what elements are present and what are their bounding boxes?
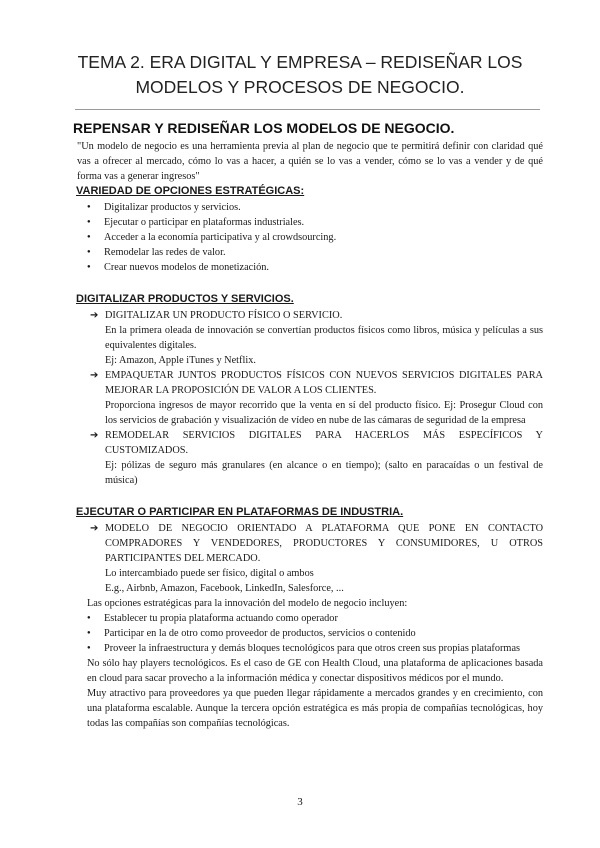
section-heading-repensar: REPENSAR Y REDISEÑAR LOS MODELOS DE NEGOCIO.: [73, 120, 455, 136]
arrow-right-icon: ➔: [90, 310, 99, 321]
list-item: ● Ejecutar o participar en plataformas industriales.: [73, 215, 543, 230]
title-line-2: MODELOS Y PROCESOS DE NEGOCIO.: [135, 77, 465, 97]
arrow-item: [73, 368, 543, 398]
arrow-item-text: Lo intercambiado puede ser físico, digital o ambos: [105, 568, 314, 579]
definition-quote: "Un modelo de negocio es una herramienta previa al plan de negocio que te permitirá definir con claridad qué vas a ofrecer al mercado, cómo lo vas a hacer, a quién se lo vas a vender, cómo se lo vas a vender y de qué forma vas a generar ingresos": [77, 141, 543, 182]
subheading-opciones: VARIEDAD DE OPCIONES ESTRATÉGICAS:: [76, 185, 305, 197]
list-item: ● Digitalizar productos y servicios.: [73, 200, 543, 215]
arrow-item-title: REMODELAR SERVICIOS DIGITALES PARA HACERLOS MÁS ESPECÍFICOS Y CUSTOMIZADOS.: [105, 430, 543, 456]
arrow-right-icon: ➔: [90, 523, 99, 534]
list-item: ● Establecer tu propia plataforma actuando como operador: [73, 611, 543, 626]
arrow-item-title: MODELO DE NEGOCIO ORIENTADO A PLATAFORMA QUE PONE EN CONTACTO COMPRADORES Y VENDEDORES, PRODUCTORES Y CONSUMIDORES, U OTROS PARTICIPANTES DEL MERCADO.: [105, 523, 543, 564]
arrow-item-text: Ej: pólizas de seguro más granulares (en alcance o en tiempo); (salto en paracaídas o un festival de música): [105, 460, 543, 486]
arrow-right-icon: ➔: [90, 370, 99, 381]
title-line-1: TEMA 2. ERA DIGITAL Y EMPRESA – REDISEÑAR LOS: [77, 52, 523, 72]
document-body: [73, 118, 543, 731]
title-divider: [75, 109, 540, 110]
arrow-item-example: Ej: Amazon, Apple iTunes y Netflix.: [105, 355, 256, 366]
platform-options-list: [73, 611, 543, 656]
arrow-item: [73, 521, 543, 566]
arrow-item-example: E.g., Airbnb, Amazon, Facebook, LinkedIn, Salesforce, ...: [105, 583, 344, 594]
arrow-item-text: Proporciona ingresos de mayor recorrido que la venta en sí del producto físico. Ej: Prosegur Cloud con los servicios de grabación y visualización de vídeo en nube de las cámaras de seguridad de la empresa: [105, 400, 543, 426]
options-list: [73, 200, 543, 275]
document-title: [60, 50, 540, 100]
arrow-item-text: En la primera oleada de innovación se convertían productos físicos como libros, música y películas a sus equivalentes digitales.: [105, 325, 543, 351]
arrow-item: [73, 308, 543, 323]
section-heading-plataformas: EJECUTAR O PARTICIPAR EN PLATAFORMAS DE INDUSTRIA.: [76, 506, 404, 518]
paragraph: No sólo hay players tecnológicos. Es el caso de GE con Health Cloud, una plataforma de aplicaciones basada en cloud para sacar provecho a la información médica y conectar dispositivos médicos por el mundo.: [87, 658, 543, 684]
page-number: 3: [297, 796, 303, 808]
arrow-right-icon: ➔: [90, 430, 99, 441]
arrow-item-title: DIGITALIZAR UN PRODUCTO FÍSICO O SERVICIO.: [105, 310, 343, 321]
paragraph: Muy atractivo para proveedores ya que pueden llegar rápidamente a mercados grandes y en crecimiento, con una plataforma escalable. Aunque la tercera opción estratégica es más propia de compañías tecnológicas, hoy todas las compañías son compañías tecnológicas.: [87, 688, 543, 729]
list-item: ● Acceder a la economía participativa y al crowdsourcing.: [73, 230, 543, 245]
list-item: ● Participar en la de otro como proveedor de productos, servicios o contenido: [73, 626, 543, 641]
arrow-item-title: EMPAQUETAR JUNTOS PRODUCTOS FÍSICOS CON NUEVOS SERVICIOS DIGITALES PARA MEJORAR LA PROPOSICIÓN DE VALOR A LOS CLIENTES.: [105, 370, 543, 396]
section-heading-digitalizar: DIGITALIZAR PRODUCTOS Y SERVICIOS.: [76, 293, 294, 305]
list-item: ● Crear nuevos modelos de monetización.: [73, 260, 543, 275]
options-intro: Las opciones estratégicas para la innovación del modelo de negocio incluyen:: [87, 598, 408, 609]
list-item: ● Proveer la infraestructura y demás bloques tecnológicos para que otros creen sus propias plataformas: [73, 641, 543, 656]
arrow-item: [73, 428, 543, 458]
list-item: ● Remodelar las redes de valor.: [73, 245, 543, 260]
